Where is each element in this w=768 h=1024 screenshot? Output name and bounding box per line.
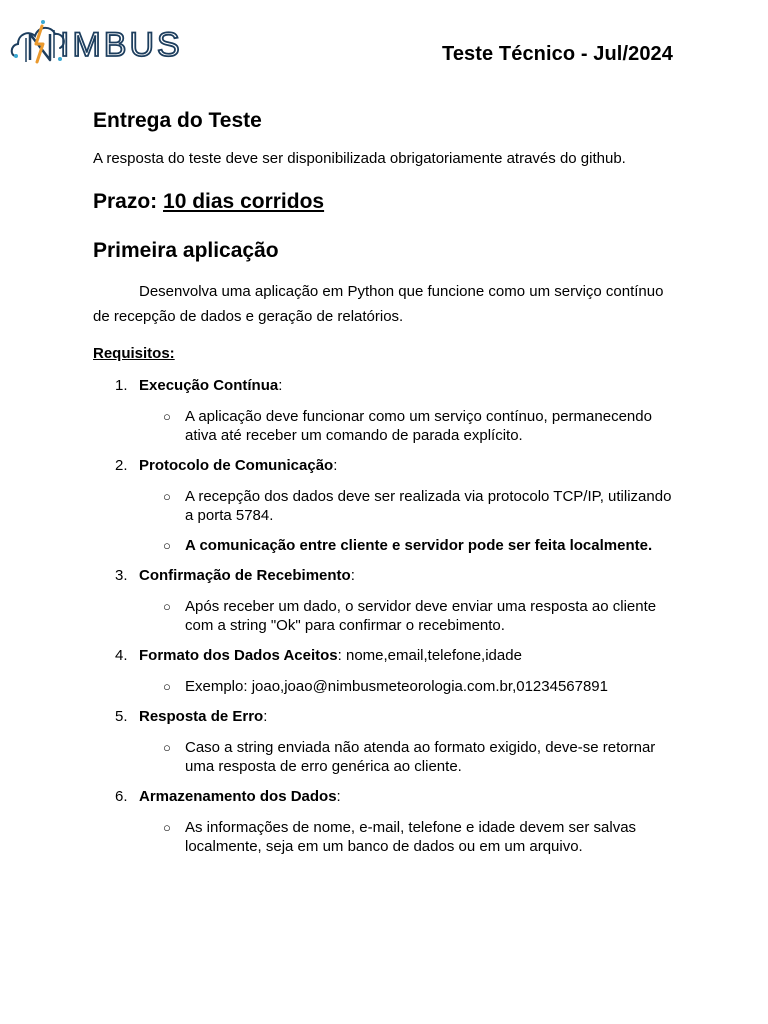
requirement-detail-item	[139, 487, 683, 525]
circle-bullet-icon: ○	[163, 679, 171, 694]
requirement-details	[139, 597, 683, 635]
requirement-title: Resposta de Erro	[139, 708, 264, 725]
section-title-primeira: Primeira aplicação	[93, 239, 279, 262]
requirement-details	[139, 677, 683, 696]
entrega-text: A resposta do teste deve ser disponibilizada obrigatoriamente através do github.	[93, 150, 626, 167]
document-body	[93, 108, 683, 867]
requirement-detail-text: A aplicação deve funcionar como um serviço contínuo, permanecendo ativa até receber um comando de parada explícito.	[185, 408, 652, 444]
requirements-list	[93, 376, 683, 856]
requirement-suffix: :	[350, 567, 355, 584]
requirements-heading: Requisitos:	[93, 345, 175, 362]
section-title-entrega: Entrega do Teste	[93, 109, 262, 132]
requirement-suffix: :	[336, 788, 341, 805]
circle-bullet-icon: ○	[163, 489, 171, 504]
circle-bullet-icon: ○	[163, 740, 171, 755]
requirement-detail-text: As informações de nome, e-mail, telefone e idade devem ser salvas localmente, seja em um banco de dados ou em um arquivo.	[185, 819, 637, 855]
requirement-item	[93, 646, 683, 696]
requirement-title: Protocolo de Comunicação	[139, 457, 334, 474]
requirement-number: 6.	[115, 788, 128, 805]
section-title-prazo	[93, 189, 683, 215]
requirement-detail-text: A recepção dos dados deve ser realizada via protocolo TCP/IP, utilizando a porta 5784.	[185, 488, 672, 524]
requirement-details	[139, 407, 683, 445]
requirement-suffix: :	[333, 457, 338, 474]
circle-bullet-icon: ○	[163, 538, 171, 553]
requirement-detail-item	[139, 407, 683, 445]
requirement-detail-item	[139, 677, 683, 696]
requirement-detail-item	[139, 738, 683, 776]
circle-bullet-icon: ○	[163, 599, 171, 614]
requirement-details	[139, 818, 683, 856]
requirement-title: Armazenamento dos Dados	[139, 788, 337, 805]
requirement-detail-item	[139, 597, 683, 635]
requirement-title: Confirmação de Recebimento	[139, 567, 351, 584]
requirement-item	[93, 566, 683, 635]
requirement-detail-item	[139, 818, 683, 856]
requirement-item	[93, 787, 683, 856]
requirement-suffix: :	[278, 377, 283, 394]
requirement-number: 4.	[115, 647, 128, 664]
intro-paragraph: Desenvolva uma aplicação em Python que funcione como um serviço contínuo de recepção de dados e geração de relatórios.	[93, 283, 664, 325]
requirement-item	[93, 376, 683, 445]
requirement-title: Formato dos Dados Aceitos	[139, 647, 338, 664]
requirement-item	[93, 707, 683, 776]
requirement-suffix: : nome,email,telefone,idade	[337, 647, 522, 664]
requirement-title: Execução Contínua	[139, 377, 279, 394]
prazo-label: Prazo:	[93, 190, 164, 213]
prazo-value: 10 dias corridos	[163, 190, 325, 213]
requirement-detail-text: Após receber um dado, o servidor deve enviar uma resposta ao cliente com a string "Ok" para confirmar o recebimento.	[185, 598, 657, 634]
requirement-details	[139, 738, 683, 776]
requirement-detail-item	[139, 536, 683, 555]
requirement-detail-text: Exemplo: joao,joao@nimbusmeteorologia.com.br,01234567891	[185, 678, 608, 695]
requirement-item	[93, 456, 683, 555]
requirement-detail-text: A comunicação entre cliente e servidor pode ser feita localmente.	[185, 537, 653, 554]
requirement-number: 1.	[115, 377, 128, 394]
requirement-details	[139, 487, 683, 555]
circle-bullet-icon: ○	[163, 820, 171, 835]
requirement-detail-text: Caso a string enviada não atenda ao formato exigido, deve-se retornar uma resposta de erro genérica ao cliente.	[185, 739, 656, 775]
logo-wordmark: IMBUS	[60, 26, 183, 64]
nimbus-logo	[10, 12, 222, 70]
circle-bullet-icon: ○	[163, 409, 171, 424]
requirement-suffix: :	[263, 708, 268, 725]
requirement-number: 2.	[115, 457, 128, 474]
requirement-number: 5.	[115, 708, 128, 725]
document-label: Teste Técnico - Jul/2024	[441, 43, 673, 65]
requirement-number: 3.	[115, 567, 128, 584]
